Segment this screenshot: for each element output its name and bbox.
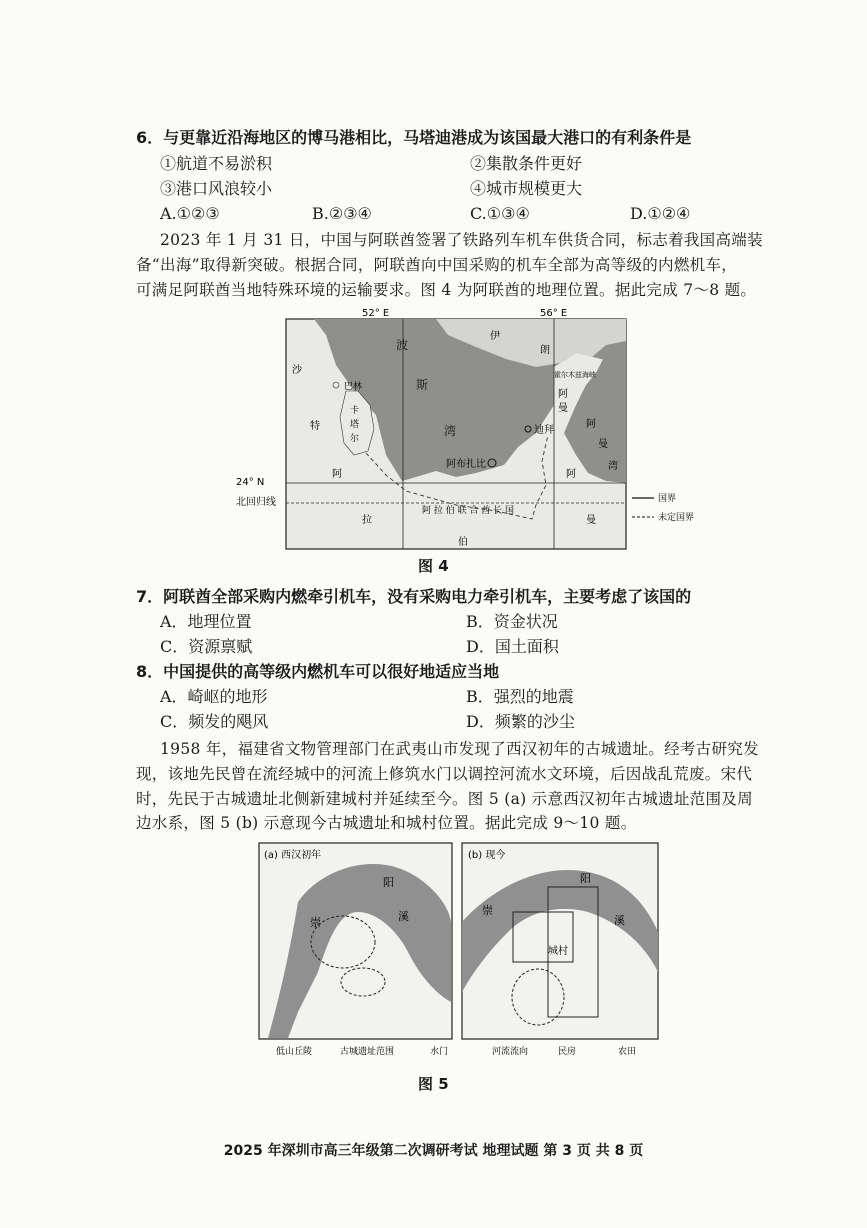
legend-water-gate: 水门 [430,1047,449,1057]
page-footer: 2025 年深圳市高三年级第二次调研考试 地理试题 第 3 页 共 8 页 [223,1143,644,1159]
intro7-line-2: 备“出海”取得新突破。根据合同，阿联酋向中国采购的机车全部为高等级的内燃机车， [136,256,738,274]
label-gulf-oman-3: 湾 [608,461,618,472]
figure-4-caption: 图 4 [418,557,449,575]
lon-52-label: 52° E [362,308,390,319]
q8-choice-d: D．频繁的沙尘 [466,712,575,731]
q6-choice-d: D.①②④ [630,204,691,223]
label-gulf-oman-2: 曼 [598,439,608,450]
legend-flow: 河流流向 [492,1047,529,1057]
q6-choice-b: B.②③④ [312,204,372,223]
legend-house: 民房 [558,1047,577,1057]
intro7-line-3: 可满足阿联酋当地特殊环境的运输要求。图 4 为阿联酋的地理位置。据此完成 7～8 题。 [136,281,757,299]
label-te: 特 [310,421,320,432]
q7-choice-a: A．地理位置 [160,612,252,631]
panel-a-river-label-2: 阳 [383,876,394,889]
label-qatar-3: 尔 [350,434,360,444]
q6-item-2: ②集散条件更好 [470,154,583,173]
label-gulf-oman-1: 阿 [586,419,596,430]
intro7-line-1: 2023 年 1 月 31 日，中国与阿联酋签署了铁路列车机车供货合同，标志着我国高端装 [160,231,763,249]
q8-choice-b: B．强烈的地震 [466,687,574,706]
bahrain-island [333,382,339,388]
lat-24-label: 24° N [236,477,265,488]
q6-choice-c: C.①③④ [470,204,530,223]
label-sha: 沙 [292,365,302,376]
legend-border-text: 国界 [658,494,677,504]
intro9-line-1: 1958 年，福建省文物管理部门在武夷山市发现了西汉初年的古城遗址。经考古研究发 [160,740,759,758]
panel-b-label: (b) 现今 [468,850,506,861]
label-dubai: 迪拜 [534,425,554,436]
label-bo: 伯 [458,537,468,548]
intro9-line-3: 时，先民于古城遗址北侧新建城村并延续至今。图 5 (a) 示意西汉初年古城遗址范围及周 [136,790,753,808]
q7-choice-c: C．资源禀赋 [160,637,253,656]
q6-item-4: ④城市规模更大 [470,179,583,198]
intro9-line-4: 边水系，图 5 (b) 示意现今古城遗址和城村位置。据此完成 9～10 题。 [136,814,637,832]
label-oman-man: 曼 [586,515,596,526]
q6-choice-a: A.①②③ [160,204,220,223]
figure-5-maps [258,842,668,1062]
legend-hills: 低山丘陵 [276,1047,313,1057]
label-a: 阿 [332,469,342,480]
label-la: 拉 [362,515,372,526]
legend-ancient-city: 古城遗址范围 [340,1047,395,1057]
panel-a-river-label-1: 崇 [310,916,321,929]
q6-stem: 6．与更靠近沿海地区的博马港相比，马塔迪港成为该国最大港口的有利条件是 [136,128,692,147]
legend-farmland: 农田 [618,1047,637,1057]
figure-4-map [236,305,716,555]
q7-choice-b: B．资金状况 [466,612,558,631]
label-qatar-2: 塔 [350,420,360,430]
tropic-label: 北回归线 [236,497,276,508]
label-abudhabi: 阿布扎比 [446,459,486,470]
label-iran-1: 伊 [490,331,500,342]
label-gulf-1: 波 [396,338,409,352]
label-oman-a: 阿 [566,469,576,480]
panel-b-river-label-3: 溪 [614,914,625,927]
q6-item-3: ③港口风浪较小 [160,179,273,198]
lon-56-label: 56° E [540,308,568,319]
q6-item-1: ①航道不易淤积 [160,154,273,173]
label-oman-land-2: 曼 [558,403,568,414]
label-bahrain: 巴林 [344,382,363,392]
label-strait: 霍尔木兹海峡 [554,371,596,379]
legend-undetermined-text: 未定国界 [658,513,695,523]
q8-stem: 8．中国提供的高等级内燃机车可以很好地适应当地 [136,662,500,681]
panel-a-river-label-3: 溪 [398,910,409,923]
label-gulf-2: 斯 [416,378,429,392]
q8-choice-a: A．崎岖的地形 [160,687,268,706]
q7-choice-d: D．国土面积 [466,637,559,656]
panel-b-river-label-1: 崇 [482,904,493,917]
label-oman-land-1: 阿 [558,389,568,400]
panel-a-label: (a) 西汉初年 [264,850,322,861]
q7-stem: 7．阿联酋全部采购内燃牵引机车，没有采购电力牵引机车，主要考虑了该国的 [136,587,692,606]
panel-b-village-label: 城村 [548,946,568,957]
intro9-line-2: 现，该地先民曾在流经城中的河流上修筑水门以调控河流水文环境，后因战乱荒废。宋代 [136,765,753,783]
label-iran-2: 朗 [540,345,550,356]
label-qatar-1: 卡 [350,406,360,416]
label-gulf-3: 湾 [444,424,457,438]
q8-choice-c: C．频发的飓风 [160,712,269,731]
figure-5-caption: 图 5 [418,1075,449,1093]
panel-b-river-label-2: 阳 [580,872,591,885]
label-uae: 阿 拉 伯 联 合 酋 长 国 [422,506,515,516]
